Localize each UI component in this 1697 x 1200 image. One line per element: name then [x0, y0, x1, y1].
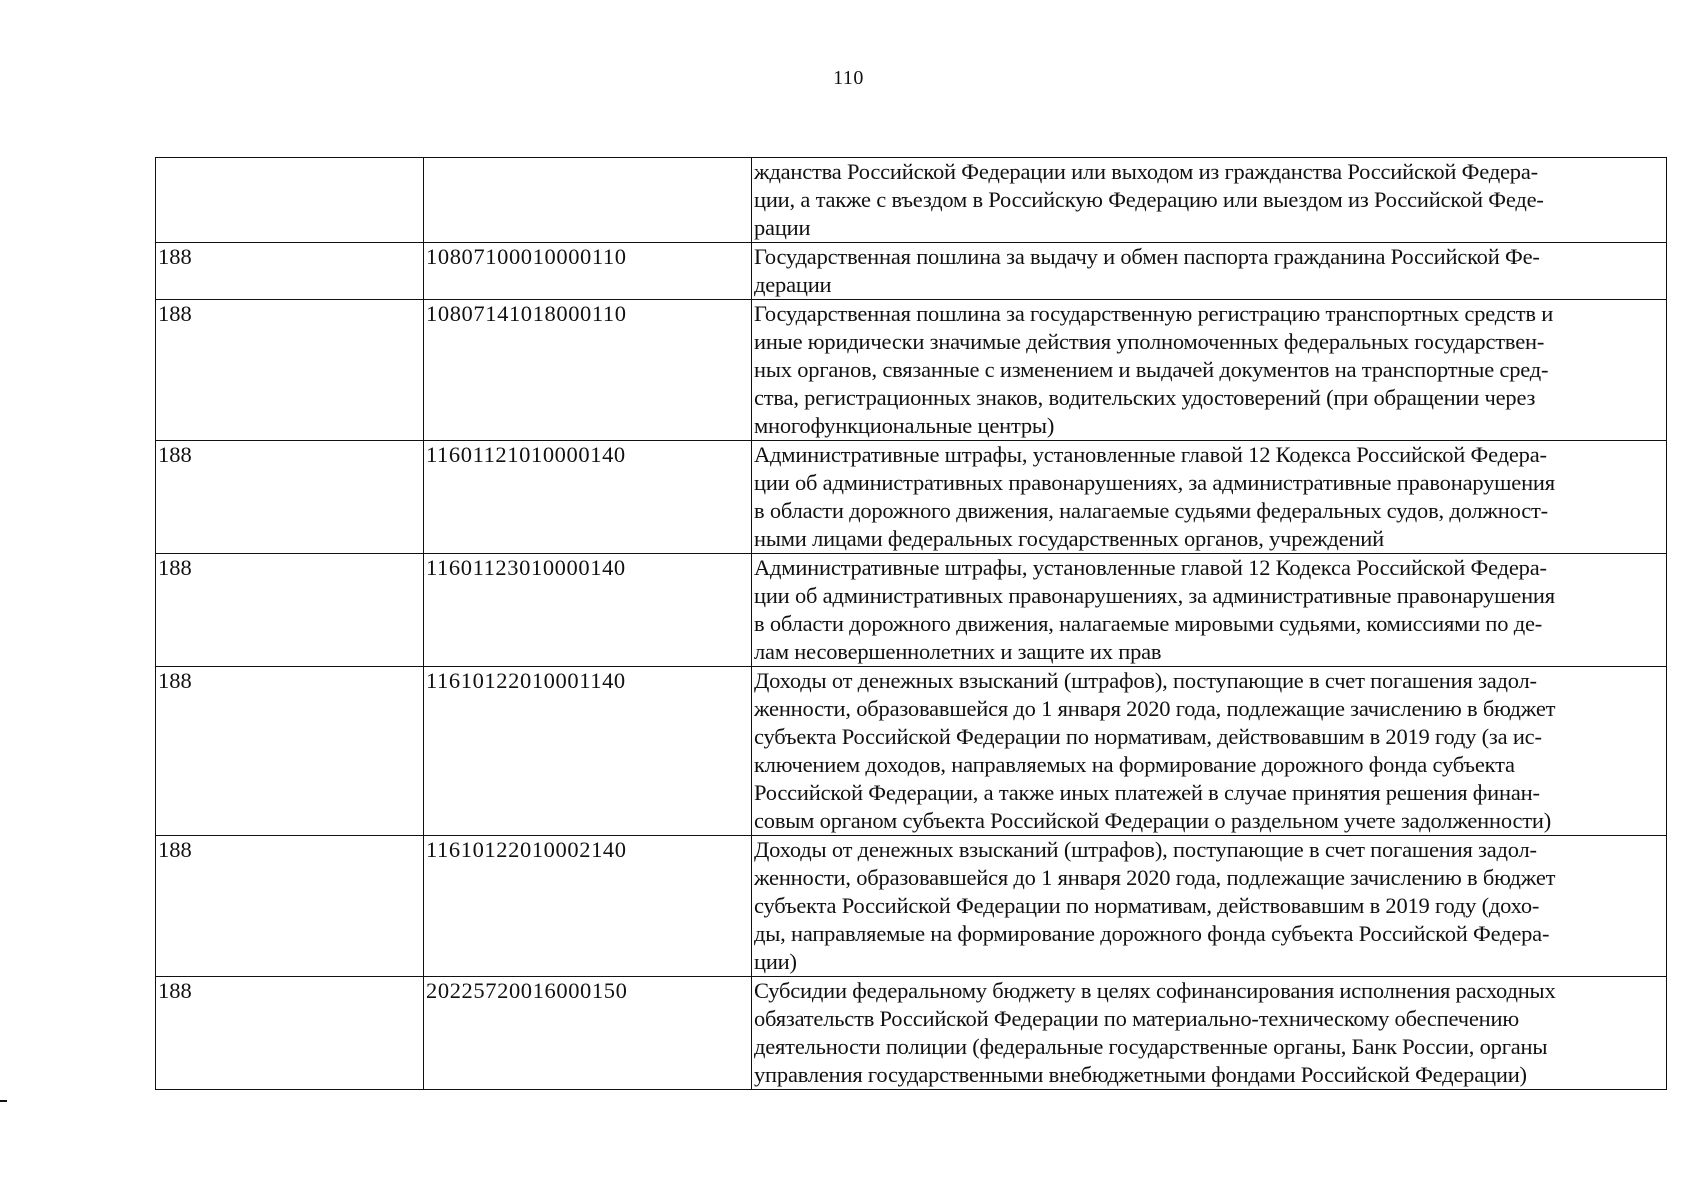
- table-row: [156, 836, 1667, 977]
- budget-classification-code: 10807141018000110: [426, 301, 627, 326]
- description-line: жданства Российской Федерации или выходом из гражданства Российской Федера-: [754, 159, 1538, 184]
- description-line: лам несовершеннолетних и защите их прав: [754, 639, 1162, 664]
- admin-code-cell: [156, 977, 424, 1090]
- budget-code-cell: [424, 441, 752, 554]
- description-line: дерации: [754, 272, 832, 297]
- description-line: в области дорожного движения, налагаемые судьями федеральных судов, должност-: [754, 498, 1548, 523]
- admin-code-cell: [156, 554, 424, 667]
- admin-code: 188: [158, 244, 192, 269]
- table-row: [156, 977, 1667, 1090]
- table-row: [156, 554, 1667, 667]
- description-line: ции об административных правонарушениях, за административные правонарушения: [754, 583, 1555, 608]
- budget-code-cell: [424, 667, 752, 836]
- description-cell: [752, 667, 1667, 836]
- description-line: Субсидии федеральному бюджету в целях софинансирования исполнения расходных: [754, 978, 1556, 1003]
- description-cell: [752, 300, 1667, 441]
- description-line: женности, образовавшейся до 1 января 2020 года, подлежащие зачислению в бюджет: [754, 865, 1556, 890]
- budget-code-cell: [424, 158, 752, 243]
- description-line: Российской Федерации, а также иных платежей в случае принятия решения финан-: [754, 780, 1540, 805]
- admin-code: 188: [158, 301, 192, 326]
- description-line: ными лицами федеральных государственных органов, учреждений: [754, 526, 1384, 551]
- description-line: Административные штрафы, установленные главой 12 Кодекса Российской Федера-: [754, 555, 1547, 580]
- margin-tick-mark: [0, 1100, 7, 1102]
- revenue-codes-table: [155, 157, 1667, 1090]
- budget-classification-code: 10807100010000110: [426, 244, 627, 269]
- description-line: ства, регистрационных знаков, водительских удостоверений (при обращении через: [754, 385, 1536, 410]
- description-line: Государственная пошлина за выдачу и обмен паспорта гражданина Российской Фе-: [754, 244, 1540, 269]
- admin-code-cell: [156, 667, 424, 836]
- admin-code: 188: [158, 978, 192, 1003]
- description-cell: [752, 977, 1667, 1090]
- description-line: субъекта Российской Федерации по нормативам, действовавшим в 2019 году (дохо-: [754, 893, 1540, 918]
- admin-code: 188: [158, 555, 192, 580]
- description-line: ции): [754, 949, 797, 974]
- description-line: Доходы от денежных взысканий (штрафов), поступающие в счет погашения задол-: [754, 837, 1537, 862]
- description-line: иные юридически значимые действия уполномоченных федеральных государствен-: [754, 329, 1545, 354]
- admin-code-cell: [156, 158, 424, 243]
- admin-code-cell: [156, 300, 424, 441]
- description-line: ды, направляемые на формирование дорожного фонда субъекта Российской Федера-: [754, 921, 1550, 946]
- description-line: деятельности полиции (федеральные государственные органы, Банк России, органы: [754, 1034, 1548, 1059]
- description-line: ции об административных правонарушениях, за административные правонарушения: [754, 470, 1555, 495]
- table-row: [156, 441, 1667, 554]
- budget-classification-code: 11601121010000140: [426, 442, 626, 467]
- admin-code: 188: [158, 837, 192, 862]
- admin-code-cell: [156, 243, 424, 300]
- budget-code-cell: [424, 300, 752, 441]
- description-line: Административные штрафы, установленные главой 12 Кодекса Российской Федера-: [754, 442, 1547, 467]
- table-row: [156, 243, 1667, 300]
- budget-code-cell: [424, 554, 752, 667]
- budget-classification-code: 11601123010000140: [426, 555, 626, 580]
- table-row: [156, 667, 1667, 836]
- description-line: обязательств Российской Федерации по материально-техническому обеспечению: [754, 1006, 1519, 1031]
- description-line: Доходы от денежных взысканий (штрафов), поступающие в счет погашения задол-: [754, 668, 1537, 693]
- description-line: ции, а также с въездом в Российскую Федерацию или выездом из Российской Феде-: [754, 187, 1544, 212]
- description-line: ключением доходов, направляемых на формирование дорожного фонда субъекта: [754, 752, 1515, 777]
- admin-code-cell: [156, 836, 424, 977]
- description-cell: [752, 243, 1667, 300]
- admin-code: 188: [158, 668, 192, 693]
- table-row: [156, 158, 1667, 243]
- description-line: ных органов, связанные с изменением и выдачей документов на транспортные сред-: [754, 357, 1549, 382]
- description-line: многофункциональные центры): [754, 413, 1055, 438]
- admin-code-cell: [156, 441, 424, 554]
- description-line: в области дорожного движения, налагаемые мировыми судьями, комиссиями по де-: [754, 611, 1543, 636]
- budget-classification-code: 11610122010001140: [426, 668, 626, 693]
- admin-code: 188: [158, 442, 192, 467]
- description-cell: [752, 836, 1667, 977]
- description-line: рации: [754, 215, 811, 240]
- description-line: управления государственными внебюджетными фондами Российской Федерации): [754, 1062, 1527, 1087]
- description-line: совым органом субъекта Российской Федерации о раздельном учете задолженности): [754, 808, 1552, 833]
- description-line: Государственная пошлина за государственную регистрацию транспортных средств и: [754, 301, 1554, 326]
- budget-code-cell: [424, 243, 752, 300]
- budget-code-cell: [424, 977, 752, 1090]
- table-body: [156, 158, 1667, 1090]
- page-number: 110: [833, 67, 864, 89]
- description-cell: [752, 441, 1667, 554]
- description-cell: [752, 554, 1667, 667]
- description-line: женности, образовавшейся до 1 января 2020 года, подлежащие зачислению в бюджет: [754, 696, 1556, 721]
- table-row: [156, 300, 1667, 441]
- budget-classification-code: 20225720016000150: [426, 978, 628, 1003]
- budget-code-cell: [424, 836, 752, 977]
- description-line: субъекта Российской Федерации по нормативам, действовавшим в 2019 году (за ис-: [754, 724, 1542, 749]
- budget-classification-code: 11610122010002140: [426, 837, 627, 862]
- description-cell: [752, 158, 1667, 243]
